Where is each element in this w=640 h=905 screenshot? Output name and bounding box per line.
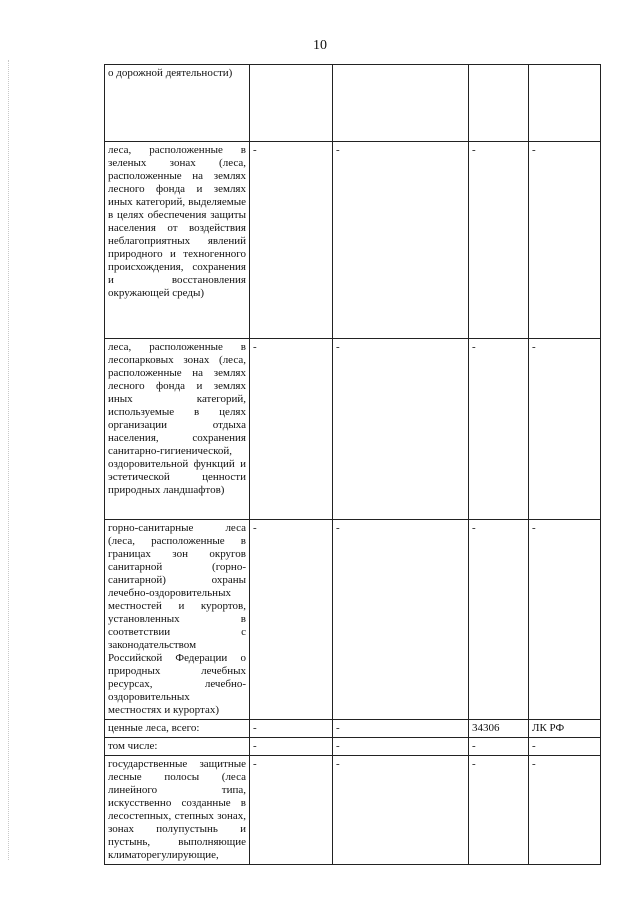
category-cell: леса, расположенные в зеленых зонах (леса, расположенные на землях лесного фонда и землях иных категорий, выделяемые в целях обеспечения защиты населения от воздействия неблагоприятных явлений природного и техногенного происхождения, сохранения и восстановления окружающей среды) (105, 142, 250, 339)
page-number: 10 (313, 38, 327, 53)
value-cell: - (250, 756, 333, 865)
value-cell: - (469, 756, 529, 865)
value-cell (529, 65, 601, 142)
value-cell (333, 65, 469, 142)
category-cell: о дорожной деятельности) (105, 65, 250, 142)
table-row (105, 142, 601, 339)
value-cell: - (529, 756, 601, 865)
value-cell: 34306 (469, 720, 529, 738)
category-cell: леса, расположенные в лесопарковых зонах (леса, расположенные на землях лесного фонда и землях иных категорий, используемые в целях организации отдыха населения, сохранения санитарно-гигиенической, оздоровительной функций и эстетической ценности природных ландшафтов) (105, 339, 250, 520)
binding-margin-dots (8, 60, 11, 860)
category-cell: ценные леса, всего: (105, 720, 250, 738)
value-cell: - (333, 738, 469, 756)
category-cell: том числе: (105, 738, 250, 756)
value-cell: - (529, 142, 601, 339)
value-cell: - (250, 720, 333, 738)
forest-category-table (104, 64, 601, 865)
value-cell: - (529, 738, 601, 756)
value-cell: - (250, 339, 333, 520)
value-cell: - (333, 339, 469, 520)
table-row (105, 720, 601, 738)
value-cell: - (333, 720, 469, 738)
table-row (105, 520, 601, 720)
value-cell: - (250, 738, 333, 756)
value-cell (250, 65, 333, 142)
value-cell: - (250, 142, 333, 339)
value-cell (469, 65, 529, 142)
category-cell: государственные защитные лесные полосы (леса линейного типа, искусственно созданные в лесостепных, степных зонах, зонах полупустынь и пустынь, выполняющие климаторегулирующие, (105, 756, 250, 865)
value-cell: - (250, 520, 333, 720)
table-row (105, 738, 601, 756)
value-cell: - (333, 520, 469, 720)
table-row (105, 756, 601, 865)
value-cell: - (333, 142, 469, 339)
value-cell: - (469, 339, 529, 520)
value-cell: - (529, 520, 601, 720)
table-row (105, 339, 601, 520)
table-row (105, 65, 601, 142)
value-cell: - (469, 520, 529, 720)
value-cell: - (469, 142, 529, 339)
category-cell: горно-санитарные леса (леса, расположенные в границах зон округов санитарной (горно-санитарной) охраны лечебно-оздоровительных местностей и курортов, установленных в соответствии с законодательством Российской Федерации о природных лечебных ресурсах, лечебно-оздоровительных местностях и курортах) (105, 520, 250, 720)
value-cell: - (469, 738, 529, 756)
value-cell: - (529, 339, 601, 520)
value-cell: ЛК РФ (529, 720, 601, 738)
value-cell: - (333, 756, 469, 865)
